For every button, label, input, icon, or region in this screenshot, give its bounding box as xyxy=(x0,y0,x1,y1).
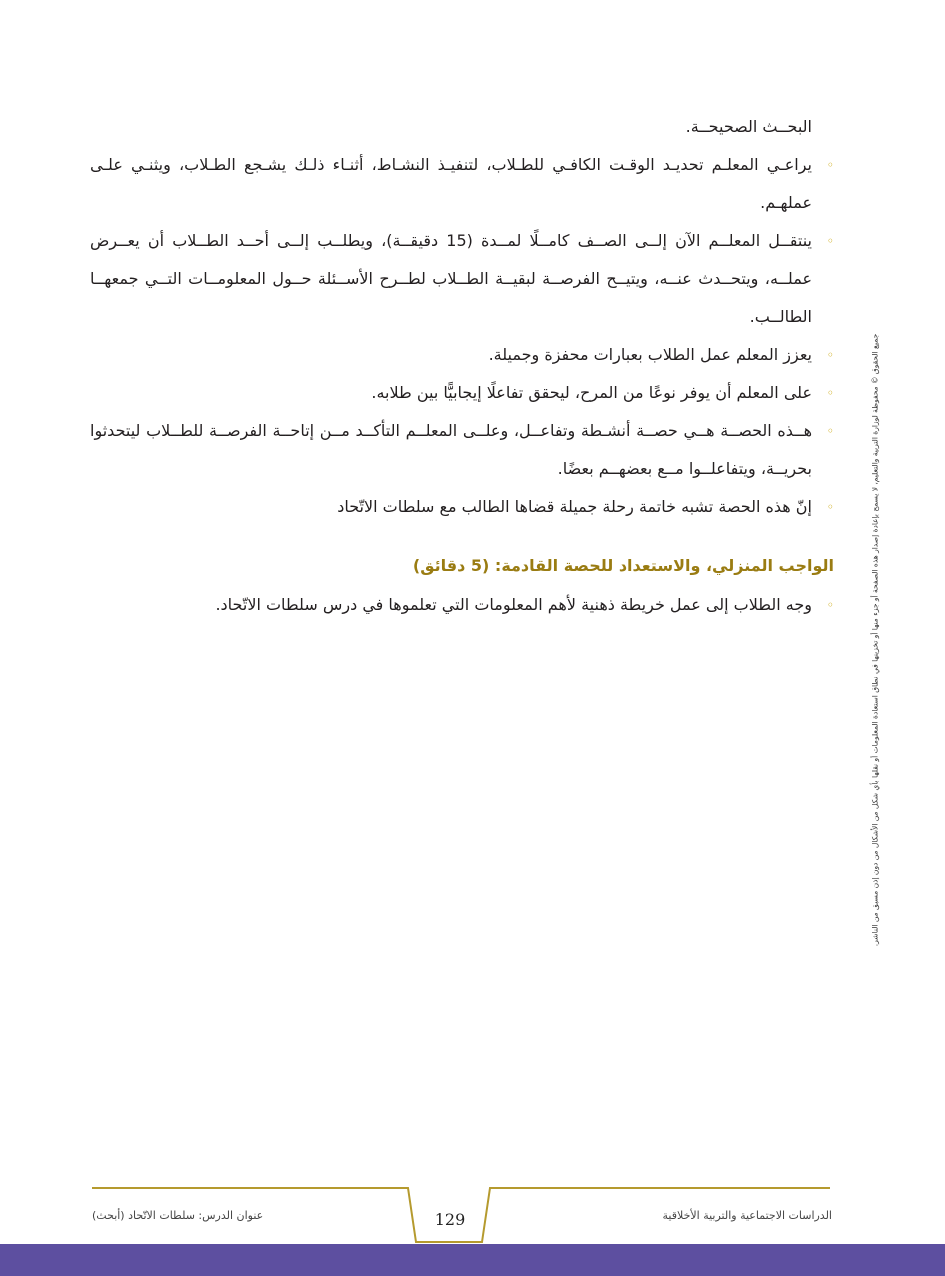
list-item: ◦ يعزز المعلم عمل الطلاب بعبارات محفزة وجميلة. xyxy=(90,336,812,374)
list-item: ◦ إنّ هذه الحصة تشبه خاتمة رحلة جميلة قضاها الطالب مع سلطات الاتّحاد xyxy=(90,488,812,526)
list-item: ◦ على المعلم أن يوفر نوعًا من المرح، ليحقق تفاعلًا إيجابيًّا بين طلابه. xyxy=(90,374,812,412)
page-number: 129 xyxy=(434,1210,466,1229)
homework-heading: الواجب المنزلي، والاستعداد للحصة القادمة: (5 دقائق) xyxy=(412,556,834,575)
homework-list xyxy=(90,586,834,624)
copyright-note: جميع الحقوق © محفوظة لوزارة التربية والتعليم، لا يسمح بإعادة إصدار هذه الصفحة أو جزء منها أو تخزينها في نطاق استعادة المعلومات أو نقلها بأي شكل من الأشكال من دون إذن مسبق من الناشر. xyxy=(870,333,880,947)
bullet-ring-icon: ◦ xyxy=(826,424,834,438)
bullet-ring-icon: ◦ xyxy=(826,500,834,514)
main-content xyxy=(90,108,834,624)
footer-band xyxy=(0,1244,945,1276)
bullet-ring-icon: ◦ xyxy=(826,158,834,172)
bullet-ring-icon: ◦ xyxy=(826,598,834,612)
list-item: ◦ وجه الطلاب إلى عمل خريطة ذهنية لأهم المعلومات التي تعلموها في درس سلطات الاتّحاد. xyxy=(90,586,812,624)
continuation-text: البحــث الصحيحــة. xyxy=(685,117,812,136)
list-item: ◦ يراعـي المعلـم تحديـد الوقـت الكافـي للطـلاب، لتنفيـذ النشـاط، أثنـاء ذلـك يشـجع الطـلاب، ويثنـي علـى عملهـم. xyxy=(90,146,812,222)
bullet-ring-icon: ◦ xyxy=(826,348,834,362)
footer-lesson-title: عنوان الدرس: سلطات الاتّحاد (أبحث) xyxy=(92,1209,264,1222)
bullet-ring-icon: ◦ xyxy=(826,386,834,400)
bullet-ring-icon: ◦ xyxy=(826,234,834,248)
list-item: ◦ ينتقــل المعلــم الآن إلــى الصــف كامــلًا لمــدة (15 دقيقــة)، ويطلــب إلــى أحــد الطــلاب أن يعــرض عملــه، ويتحــدث عنــه، ويتيــح الفرصــة لبقيــة الطــلاب لطــرح الأســئلة حــول المعلومــات التــي جمعهــا الطالــب. xyxy=(90,222,812,336)
footer-subject: الدراسات الاجتماعية والتربية الأخلاقية xyxy=(662,1209,832,1222)
list-item: ◦ هــذه الحصــة هــي حصــة أنشـطة وتفاعــل، وعلــى المعلــم التأكــد مــن إتاحــة الفرصــة للطــلاب ليتحدثوا بحريــة، ويتفاعلــوا مــع بعضهــم بعضًا. xyxy=(90,412,812,488)
activity-list xyxy=(90,146,834,526)
